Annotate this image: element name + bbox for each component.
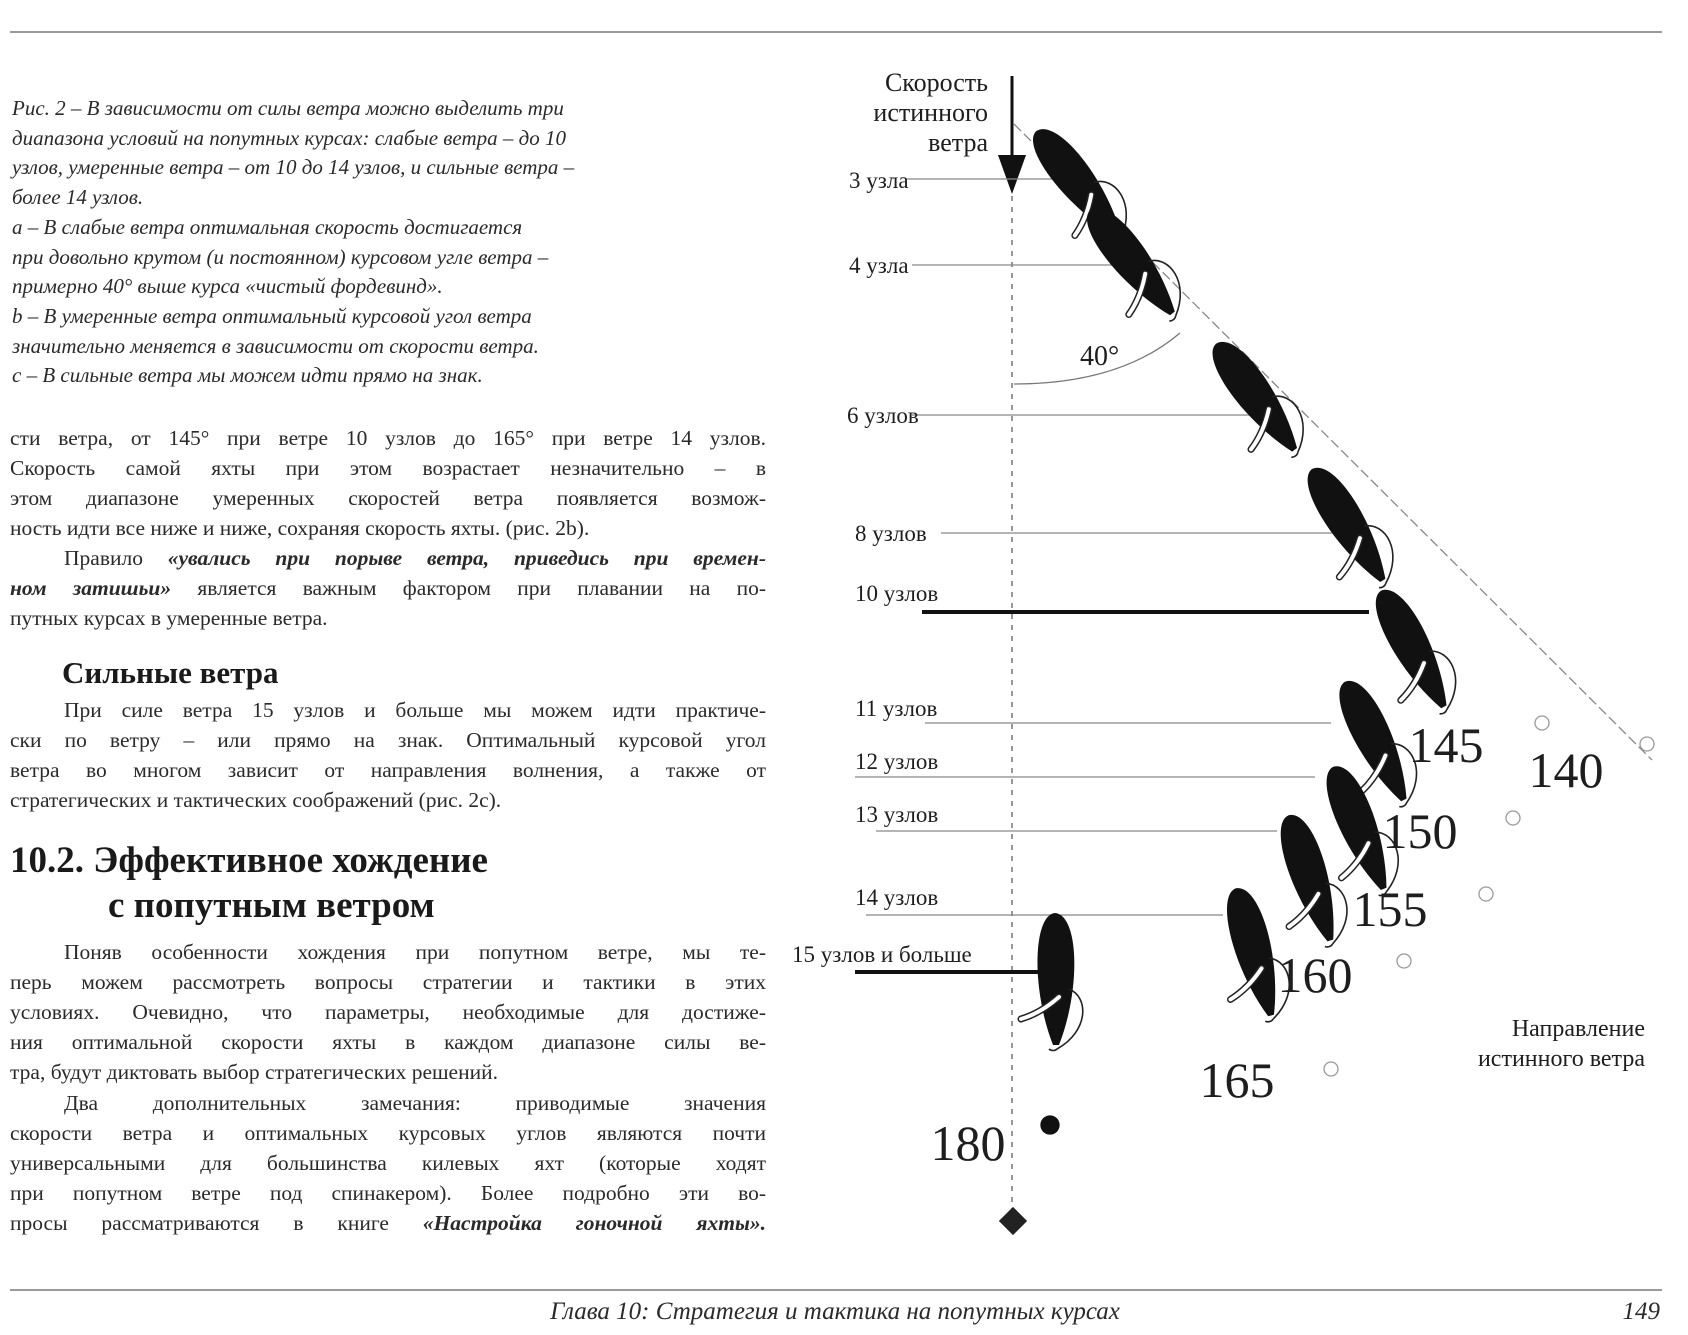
body-text: является важным фактором при плавании на по-: [171, 576, 766, 601]
caption-line: c – В сильные ветра мы можем идти прямо на знак.: [12, 363, 483, 388]
caption-line: значительно меняется в зависимости от скорости ветра.: [12, 333, 539, 358]
degree-mark-icon: [1535, 716, 1549, 730]
degree-mark-icon: [1506, 811, 1520, 825]
course-angle-label: 140: [1528, 742, 1604, 798]
speed-label: 8 узлов: [855, 521, 927, 546]
speed-label: 13 узлов: [855, 802, 939, 827]
speed-label: 3 узла: [849, 168, 909, 193]
page-number: 149: [1622, 1298, 1660, 1325]
body-text: скорости ветра и оптимальных курсовых углов являются почти: [10, 1121, 766, 1146]
wind-speed-label-1: Скорость: [884, 68, 988, 97]
body-text: просы рассматриваются в книге: [10, 1211, 423, 1236]
bottom-rule: [10, 1289, 1662, 1291]
caption-line: Рис. 2 – В зависимости от силы ветра можно выделить три: [12, 96, 564, 120]
running-footer: Глава 10: Стратегия и тактика на попутных курсах: [550, 1298, 1120, 1325]
body-text: при попутном ветре под спинакером). Более подробно эти во-: [10, 1181, 766, 1206]
body-text: сти ветра, от 145° при ветре 10 узлов до 165° при ветре 14 узлов.: [10, 426, 766, 450]
section-heading-line1: 10.2. Эффективное хождение: [10, 840, 488, 881]
body-text: Правило: [64, 546, 168, 570]
course-angle-label: 160: [1277, 947, 1353, 1003]
body-text: Скорость самой яхты при этом возрастает незначительно – в: [10, 456, 766, 481]
section-heading-line2: с попутным ветром: [108, 885, 435, 926]
speed-label: 14 узлов: [855, 885, 939, 910]
emphasis-text: ном затишьи»: [10, 576, 172, 601]
wind-direction-label-2: истинного ветра: [1477, 1046, 1645, 1072]
body-text: тра, будут диктовать выбор стратегических решений.: [10, 1060, 498, 1085]
mark-diamond-icon: [999, 1207, 1027, 1235]
degree-mark-icon: [1041, 1116, 1059, 1134]
body-text: путных курсах в умеренные ветра.: [10, 606, 328, 631]
body-text: ния оптимальной скорости яхты в каждом диапазоне силы ве-: [10, 1030, 766, 1055]
body-text: Поняв особенности хождения при попутном ветре, мы те-: [64, 940, 766, 964]
body-text: этом диапазоне умеренных скоростей ветра появляется возмож-: [10, 486, 766, 511]
speed-label: 4 узла: [849, 253, 909, 278]
angle-40-label: 40°: [1080, 341, 1120, 372]
caption-line: более 14 узлов.: [12, 185, 144, 210]
emphasis-text: «Настройка гоночной яхты».: [422, 1211, 766, 1236]
body-text: ски по ветру – или прямо на знак. Оптимальный курсовой угол: [10, 728, 766, 753]
caption-line: при довольно крутом (и постоянном) курсовом угле ветра –: [12, 244, 549, 269]
body-text: перь можем рассмотреть вопросы стратегии и тактики в этих: [10, 970, 766, 995]
course-angle-label: 165: [1199, 1052, 1275, 1108]
speed-label: 10 узлов: [855, 581, 939, 606]
wind-speed-label-2: истинного: [873, 98, 988, 127]
subheading-strong-winds: Сильные ветра: [62, 655, 279, 690]
body-text: стратегических и тактических соображений (рис. 2c).: [10, 788, 502, 813]
body-text: универсальными для большинства килевых яхт (которые ходят: [10, 1151, 766, 1176]
speed-label: 6 узлов: [847, 403, 919, 428]
caption-line: узлов, умеренные ветра – от 10 до 14 узлов, и сильные ветра –: [12, 155, 575, 180]
caption-line: примерно 40° выше курса «чистый фордевинд».: [12, 274, 443, 299]
wind-direction-label-1: Направление: [1511, 1016, 1645, 1042]
speed-label: 15 узлов и больше: [792, 942, 972, 967]
speed-label: 11 узлов: [855, 696, 938, 721]
speed-label: 12 узлов: [855, 749, 939, 774]
body-text: условиях. Очевидно, что параметры, необходимые для достиже-: [10, 1000, 766, 1025]
degree-mark-icon: [1324, 1062, 1338, 1076]
course-angle-label: 180: [930, 1115, 1006, 1171]
course-angle-label: 155: [1352, 881, 1428, 937]
degree-mark-icon: [1479, 887, 1493, 901]
caption-line: a – В слабые ветра оптимальная скорость достигается: [12, 214, 523, 239]
wind-speed-label-3: ветра: [928, 128, 988, 157]
caption-line: b – В умеренные ветра оптимальный курсовой угол ветра: [12, 303, 532, 328]
degree-mark-icon: [1640, 737, 1654, 751]
body-text: ветра во многом зависит от направления волнения, а также от: [10, 758, 766, 783]
body-text: При силе ветра 15 узлов и больше мы можем идти практиче-: [64, 698, 766, 722]
yacht-icon: [1021, 913, 1083, 1051]
body-text: Два дополнительных замечания: приводимые значения: [64, 1091, 766, 1115]
course-angle-label: 145: [1408, 717, 1484, 773]
emphasis-text: «увались при порыве ветра, приведись при времен-: [167, 546, 766, 570]
yacht-icon: [1189, 327, 1320, 475]
course-angle-label: 150: [1382, 803, 1458, 859]
degree-mark-icon: [1397, 954, 1411, 968]
wind-arrow-head-icon: [998, 155, 1026, 194]
body-text: ность идти все ниже и ниже, сохраняя скорость яхты. (рис. 2b).: [10, 516, 590, 541]
yacht-icon: [1283, 454, 1408, 603]
caption-line: диапазона условий на попутных курсах: слабые ветра – до 10: [12, 125, 566, 150]
